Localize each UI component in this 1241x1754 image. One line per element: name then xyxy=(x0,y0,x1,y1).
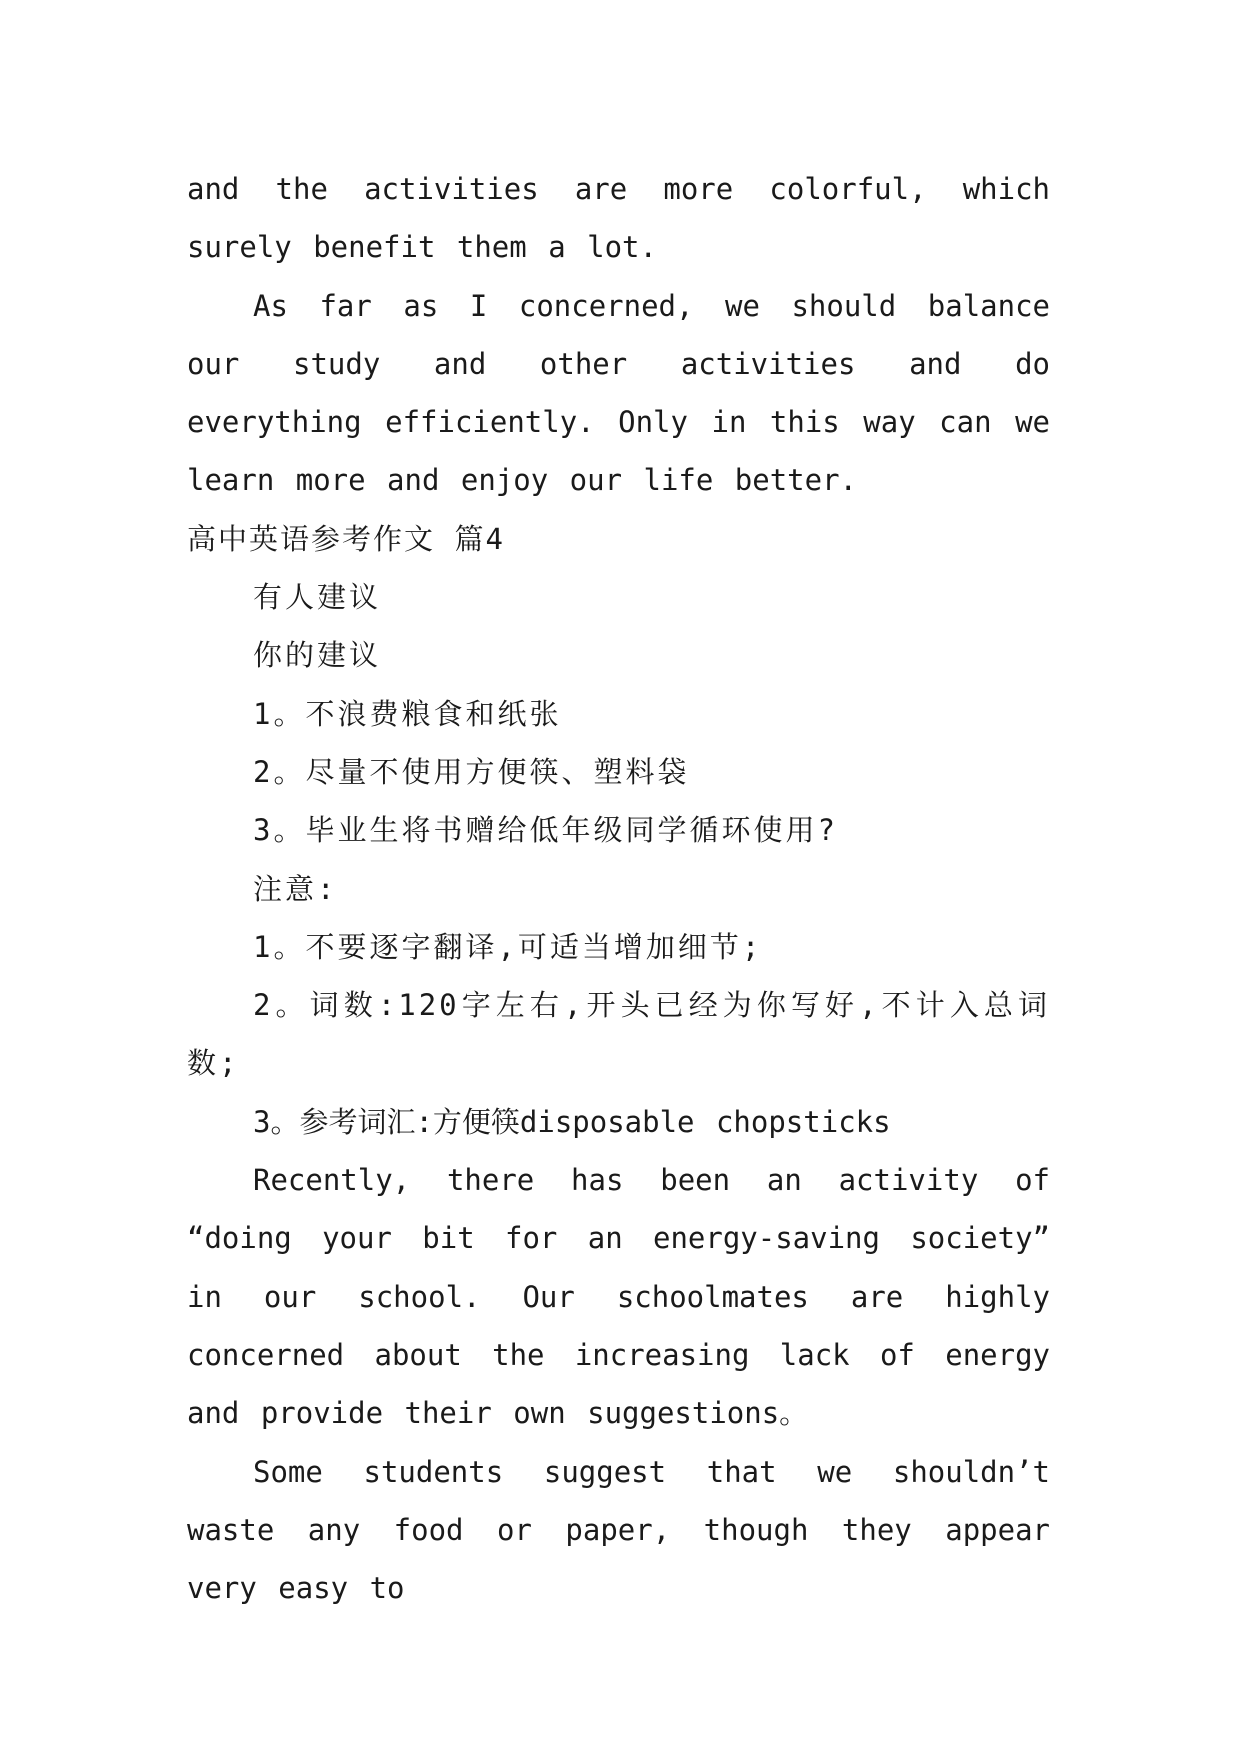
essay-paragraph-1: Recently, there has been an activity of “doing your bit for an energy-saving society” in our school. Our schoolmates are highly concerned about the increasing lack of energy and provide their own suggestions。 xyxy=(187,1163,1050,1431)
section-heading: 高中英语参考作文 篇4 xyxy=(187,521,505,556)
paragraph-conclusion: As far as I concerned, we should balance our study and other activities and do everything efficiently. Only in this way can we learn more and enjoy our life better. xyxy=(187,288,1050,498)
note-item-1: 1。不要逐字翻译,可适当增加细节; xyxy=(253,929,763,964)
prompt-line-suggestion: 有人建议 xyxy=(253,580,382,615)
prompt-line-your-suggestion: 你的建议 xyxy=(253,638,382,673)
essay-paragraph-2: Some students suggest that we shouldn’t waste any food or paper, though they appear very easy to xyxy=(187,1454,1050,1606)
prompt-item-3: 3。毕业生将书赠给低年级同学循环使用? xyxy=(253,813,838,848)
paragraph-continuation: and the activities are more colorful, which surely benefit them a lot. xyxy=(187,172,1050,265)
prompt-item-2: 2。尽量不使用方便筷、塑料袋 xyxy=(253,754,690,789)
note-item-3: 3。参考词汇:方便筷disposable chopsticks xyxy=(253,1104,891,1139)
note-item-2: 2。词数:120字左右,开头已经为你写好,不计入总词数; xyxy=(187,988,1050,1081)
note-label: 注意: xyxy=(253,871,338,906)
prompt-item-1: 1。不浪费粮食和纸张 xyxy=(253,696,562,731)
document-page xyxy=(187,160,1050,1617)
